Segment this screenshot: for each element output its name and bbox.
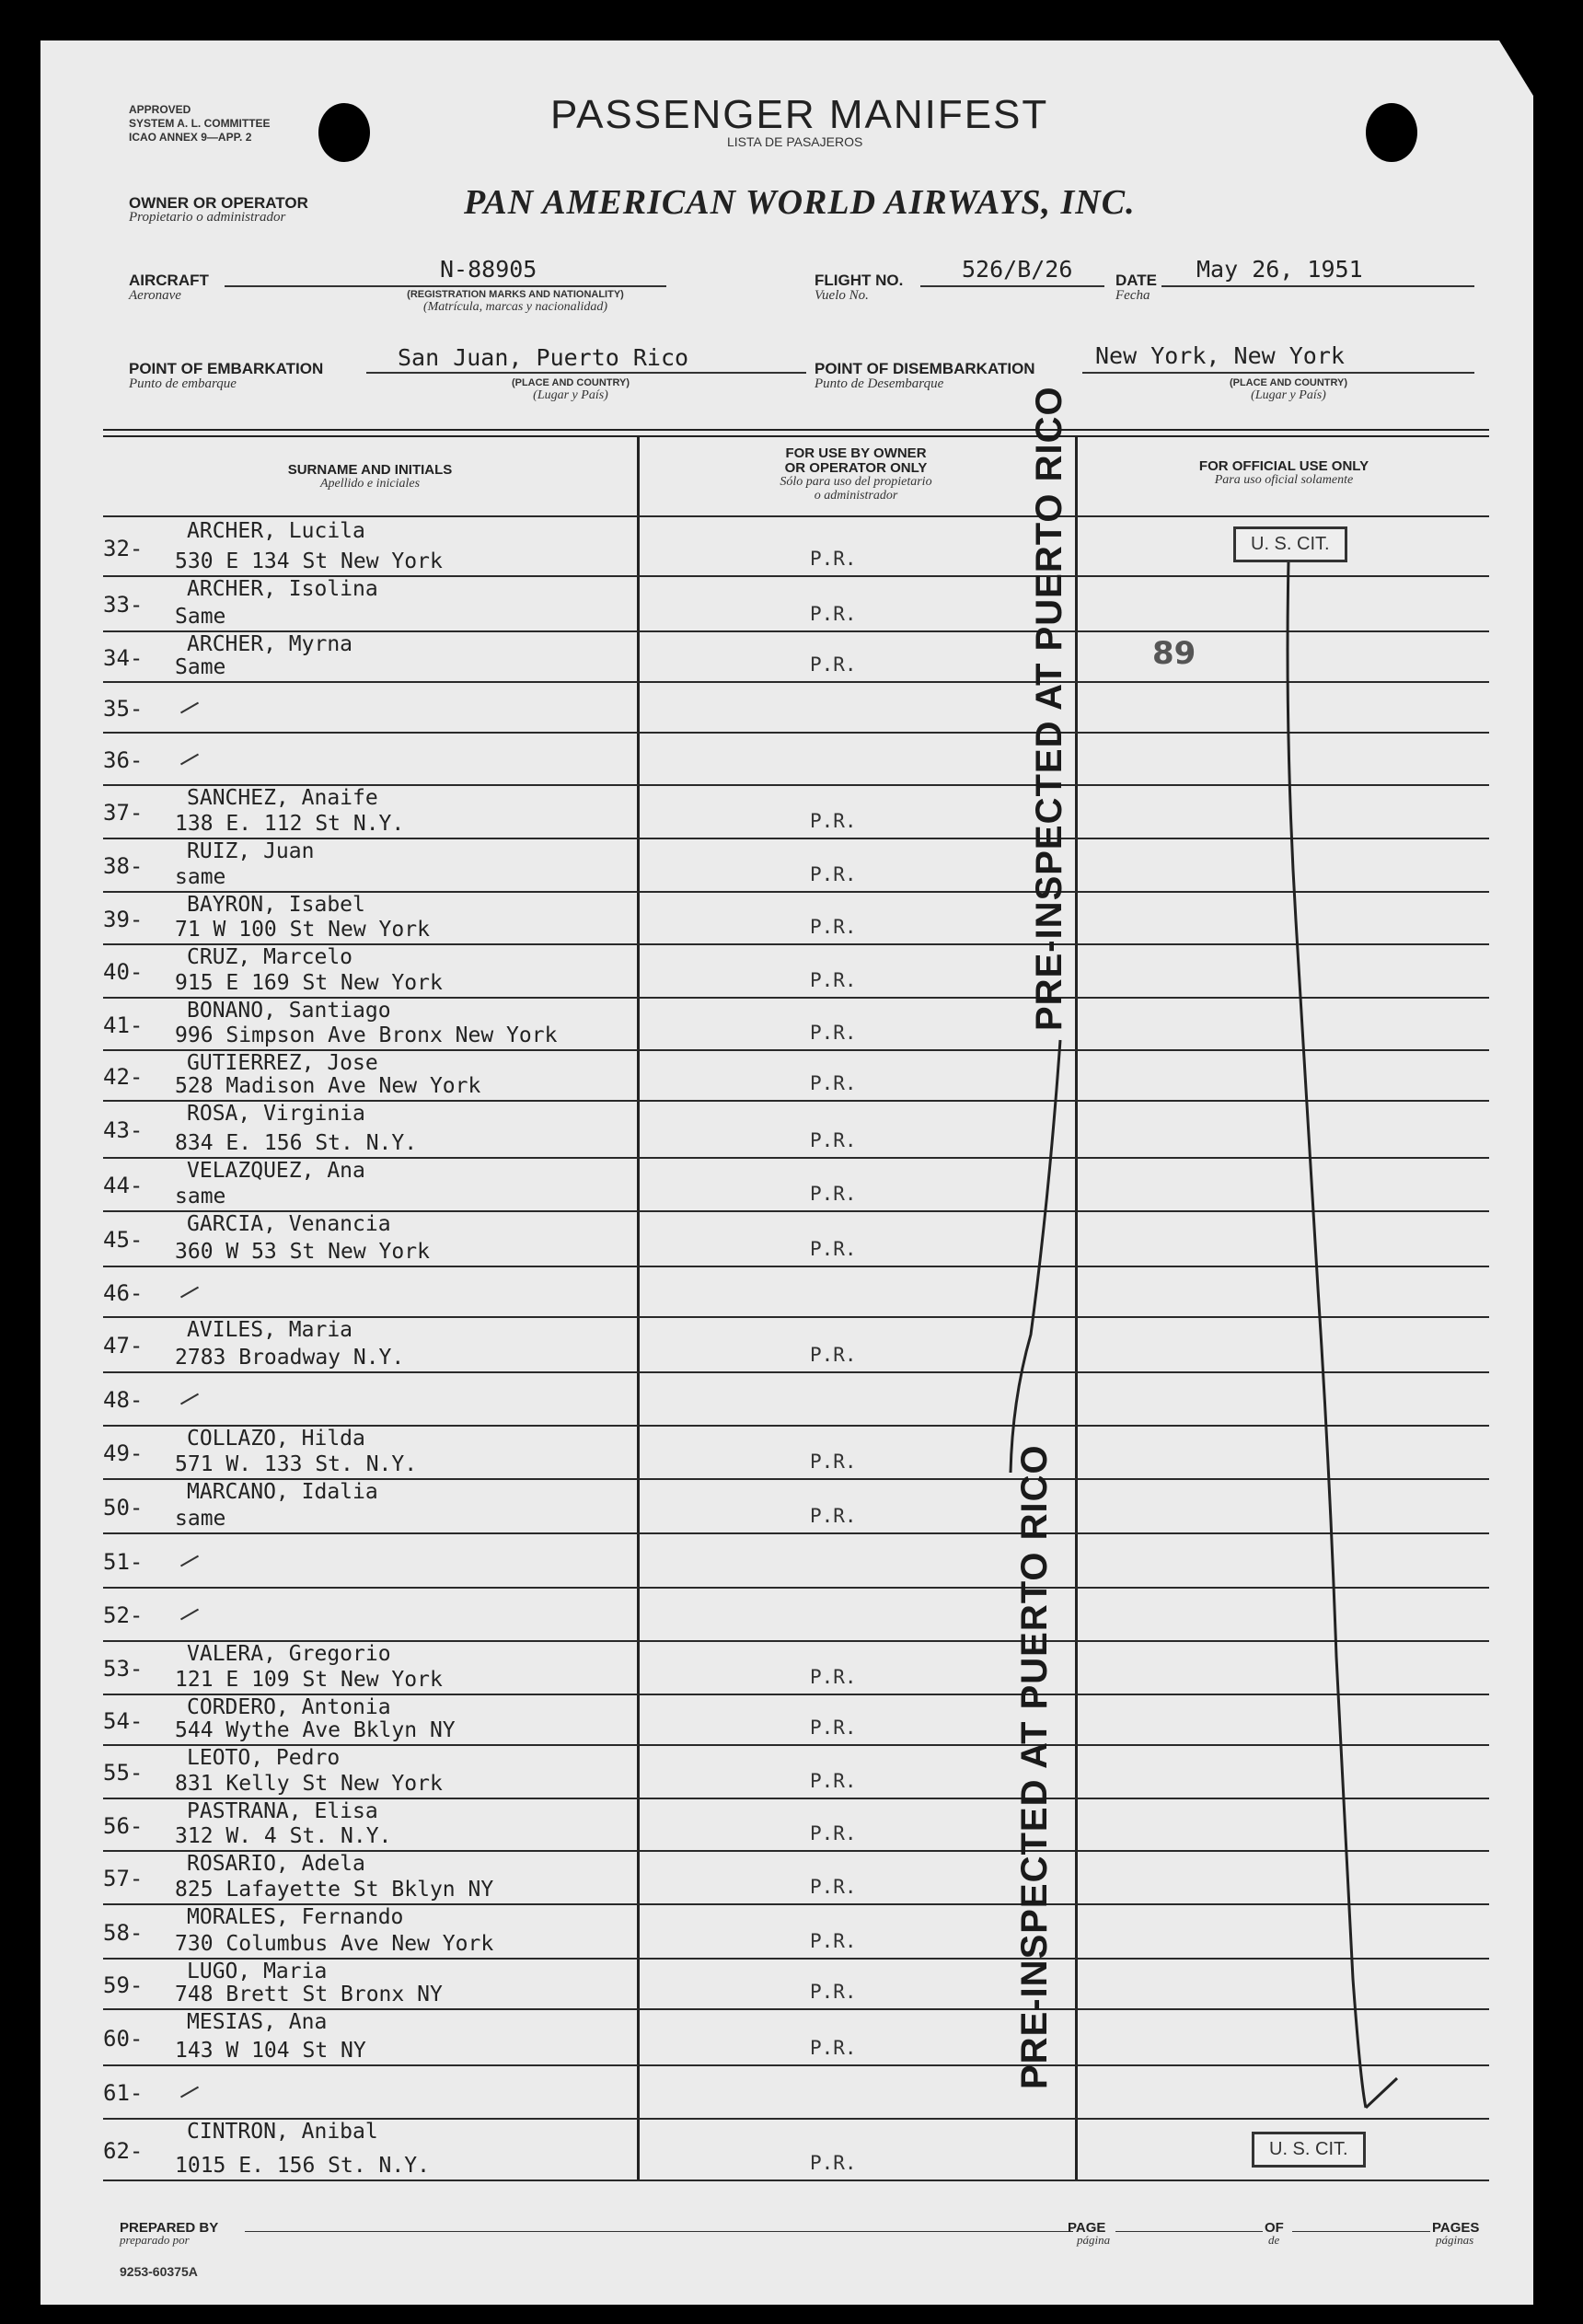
date-label: DATE: [1115, 272, 1158, 289]
col-header-owner-es-2: o administrador: [814, 489, 898, 503]
row-number: 49-: [103, 1440, 144, 1466]
us-cit-stamp-top: U. S. CIT.: [1233, 526, 1347, 562]
row-number: 60-: [103, 2025, 144, 2052]
row-number: 56-: [103, 1812, 144, 1839]
origin-code: P.R.: [810, 1022, 857, 1044]
passenger-address: 143 W 104 St NY: [175, 2039, 366, 2063]
row-number: 62-: [103, 2137, 144, 2164]
pages-label-es: páginas: [1436, 2233, 1474, 2247]
origin-code: P.R.: [810, 1822, 857, 1844]
origin-code: P.R.: [810, 1666, 857, 1688]
passenger-address: 360 W 53 St New York: [175, 1240, 430, 1264]
origin-code: P.R.: [810, 1129, 857, 1151]
prepared-by-label-es: preparado por: [120, 2233, 190, 2247]
passenger-name: VALERA, Gregorio: [187, 1642, 391, 1666]
us-cit-stamp-bottom: U. S. CIT.: [1252, 2132, 1366, 2168]
col-header-surname: SURNAME AND INITIALS: [287, 462, 453, 478]
page-title: PASSENGER MANIFEST: [550, 92, 1049, 137]
row-number: 50-: [103, 1494, 144, 1520]
passenger-name: CINTRON, Anibal: [187, 2120, 378, 2144]
origin-code: P.R.: [810, 1072, 857, 1094]
flight-label-es: Vuelo No.: [815, 288, 869, 303]
passenger-name: COLLAZO, Hilda: [187, 1427, 365, 1451]
passenger-name: ARCHER, Lucila: [187, 519, 365, 543]
row-number: 40-: [103, 959, 144, 985]
passenger-name: MESIAS, Ana: [187, 2010, 328, 2034]
row-number: 44-: [103, 1173, 144, 1198]
embarkation-note: (PLACE AND COUNTRY): [511, 377, 630, 388]
embarkation-label: POINT OF EMBARKATION: [129, 360, 324, 377]
passenger-address: 915 E 169 St New York: [175, 971, 443, 995]
row-number: 37-: [103, 800, 144, 826]
approval-corner-text: APPROVED SYSTEM A. L. COMMITTEE ICAO ANNEX 9—APP. 2: [129, 103, 271, 144]
disembarkation-label: POINT OF DISEMBARKATION: [815, 360, 1035, 377]
flight-label: FLIGHT NO.: [815, 272, 904, 289]
passenger-address: 748 Brett St Bronx NY: [175, 1983, 443, 2006]
of-label: OF: [1265, 2220, 1284, 2236]
row-number: 36-: [103, 746, 144, 773]
prepared-by-label: PREPARED BY: [120, 2220, 219, 2236]
row-number: 59-: [103, 1971, 144, 1998]
page-subtitle: LISTA DE PASAJEROS: [727, 134, 863, 149]
disembarkation-label-es: Punto de Desembarque: [815, 376, 944, 391]
row-number: 34-: [103, 644, 144, 671]
row-number: 38-: [103, 853, 144, 879]
owner-value: PAN AMERICAN WORLD AIRWAYS, INC.: [464, 183, 1136, 222]
row-number: 58-: [103, 1919, 144, 1946]
row-number: 47-: [103, 1333, 144, 1359]
passenger-name: MARCANO, Idalia: [187, 1480, 378, 1504]
passenger-name: AVILES, Maria: [187, 1318, 353, 1342]
passenger-address: 825 Lafayette St Bklyn NY: [175, 1878, 494, 1902]
origin-code: P.R.: [810, 2152, 857, 2174]
aircraft-note-es: (Matrícula, marcas y nacionalidad): [422, 300, 608, 314]
owner-label-es: Propietario o administrador: [129, 210, 286, 225]
disembarkation-note-es: (Lugar y País): [1251, 388, 1326, 402]
page-label-es: página: [1077, 2233, 1111, 2247]
passenger-address: 71 W 100 St New York: [175, 918, 430, 942]
col-header-official: FOR OFFICIAL USE ONLY: [1198, 458, 1369, 474]
passenger-name: BONANO, Santiago: [187, 999, 391, 1023]
origin-code: P.R.: [810, 1930, 857, 1952]
origin-code: P.R.: [810, 548, 857, 570]
origin-code: P.R.: [810, 1505, 857, 1527]
aircraft-value: N-88905: [440, 256, 537, 283]
row-number: 52-: [103, 1602, 144, 1628]
row-number: 57-: [103, 1866, 144, 1891]
origin-code: P.R.: [810, 1717, 857, 1739]
passenger-name: LEOTO, Pedro: [187, 1746, 341, 1770]
owner-label: OWNER OR OPERATOR: [129, 194, 308, 212]
passenger-name: VELAZQUEZ, Ana: [187, 1159, 365, 1183]
passenger-address: 834 E. 156 St. N.Y.: [175, 1131, 418, 1155]
passenger-address: 121 E 109 St New York: [175, 1668, 443, 1692]
passenger-name: ARCHER, Myrna: [187, 632, 353, 656]
passenger-name: SANCHEZ, Anaife: [187, 786, 378, 810]
row-number: 35-: [103, 695, 144, 722]
origin-code: P.R.: [810, 1770, 857, 1792]
row-number: 51-: [103, 1548, 144, 1575]
passenger-address: 530 E 134 St New York: [175, 549, 443, 573]
passenger-address: 730 Columbus Ave New York: [175, 1932, 494, 1956]
disembarkation-value: New York, New York: [1095, 342, 1345, 369]
page-label: PAGE: [1068, 2220, 1106, 2236]
col-header-owner-1: FOR USE BY OWNER: [785, 445, 927, 461]
date-label-es: Fecha: [1115, 288, 1150, 303]
col-header-owner-2: OR OPERATOR ONLY: [784, 460, 928, 476]
passenger-count-stamp: 89: [1152, 635, 1196, 672]
aircraft-note: (REGISTRATION MARKS AND NATIONALITY): [407, 289, 624, 300]
row-number: 46-: [103, 1279, 144, 1306]
col-header-official-es: Para uso oficial solamente: [1214, 473, 1354, 487]
col-header-owner-es-1: Sólo para uso del propietario: [780, 475, 932, 489]
row-number: 61-: [103, 2080, 144, 2106]
row-number: 54-: [103, 1707, 144, 1734]
origin-code: P.R.: [810, 1238, 857, 1260]
row-number: 42-: [103, 1063, 144, 1090]
pages-label: PAGES: [1432, 2220, 1480, 2236]
passenger-address: Same: [175, 655, 226, 679]
row-number: 41-: [103, 1012, 144, 1038]
row-number: 32-: [103, 535, 144, 561]
passenger-address: same: [175, 1507, 226, 1531]
passenger-name: LUGO, Maria: [187, 1960, 328, 1983]
passenger-address: 528 Madison Ave New York: [175, 1074, 481, 1098]
passenger-address: same: [175, 1185, 226, 1208]
passenger-address: 1015 E. 156 St. N.Y.: [175, 2154, 430, 2178]
preinspected-stamp-lower: PRE-INSPECTED AT PUERTO RICO: [1014, 1444, 1055, 2089]
form-number: 9253-60375A: [120, 2264, 198, 2279]
row-number: 53-: [103, 1656, 144, 1682]
passenger-name: ARCHER, Isolina: [187, 577, 378, 601]
disembarkation-note: (PLACE AND COUNTRY): [1229, 377, 1348, 388]
passenger-address: 312 W. 4 St. N.Y.: [175, 1824, 392, 1848]
passenger-name: ROSARIO, Adela: [187, 1852, 365, 1876]
embarkation-note-es: (Lugar y País): [533, 388, 608, 402]
passenger-address: 996 Simpson Ave Bronx New York: [175, 1023, 558, 1047]
date-value: May 26, 1951: [1196, 256, 1363, 283]
passenger-name: BAYRON, Isabel: [187, 893, 365, 917]
passenger-name: GARCIA, Venancia: [187, 1212, 391, 1236]
origin-code: P.R.: [810, 603, 857, 625]
passenger-address: same: [175, 865, 226, 889]
origin-code: P.R.: [810, 2037, 857, 2059]
row-number: 48-: [103, 1387, 144, 1413]
embarkation-label-es: Punto de embarque: [129, 376, 237, 391]
passenger-name: RUIZ, Juan: [187, 839, 315, 863]
row-number: 55-: [103, 1760, 144, 1786]
row-number: 45-: [103, 1227, 144, 1253]
passenger-name: MORALES, Fernando: [187, 1905, 404, 1929]
of-label-es: de: [1268, 2233, 1280, 2247]
origin-code: P.R.: [810, 916, 857, 938]
origin-code: P.R.: [810, 1876, 857, 1898]
preinspected-stamp-upper: PRE-INSPECTED AT PUERTO RICO: [1029, 386, 1069, 1031]
passenger-name: CRUZ, Marcelo: [187, 945, 353, 969]
passenger-name: PASTRANA, Elisa: [187, 1799, 378, 1823]
embarkation-value: San Juan, Puerto Rico: [398, 344, 689, 371]
passenger-address: Same: [175, 605, 226, 629]
origin-code: P.R.: [810, 653, 857, 676]
passenger-address: 544 Wythe Ave Bklyn NY: [175, 1718, 456, 1742]
origin-code: P.R.: [810, 1183, 857, 1205]
row-number: 33-: [103, 592, 144, 618]
origin-code: P.R.: [810, 810, 857, 832]
col-header-surname-es: Apellido e iniciales: [319, 477, 421, 491]
origin-code: P.R.: [810, 969, 857, 991]
passenger-name: GUTIERREZ, Jose: [187, 1051, 378, 1075]
row-number: 43-: [103, 1117, 144, 1143]
origin-code: P.R.: [810, 1344, 857, 1366]
row-number: 39-: [103, 906, 144, 932]
aircraft-label-es: Aeronave: [129, 288, 181, 303]
flight-value: 526/B/26: [962, 256, 1073, 283]
origin-code: P.R.: [810, 1981, 857, 2003]
passenger-address: 2783 Broadway N.Y.: [175, 1346, 405, 1370]
passenger-address: 831 Kelly St New York: [175, 1772, 443, 1796]
passenger-name: CORDERO, Antonia: [187, 1695, 391, 1719]
origin-code: P.R.: [810, 1451, 857, 1473]
aircraft-label: AIRCRAFT: [129, 272, 209, 289]
passenger-address: 138 E. 112 St N.Y.: [175, 812, 405, 836]
passenger-name: ROSA, Virginia: [187, 1102, 365, 1126]
passenger-address: 571 W. 133 St. N.Y.: [175, 1452, 418, 1476]
origin-code: P.R.: [810, 863, 857, 885]
